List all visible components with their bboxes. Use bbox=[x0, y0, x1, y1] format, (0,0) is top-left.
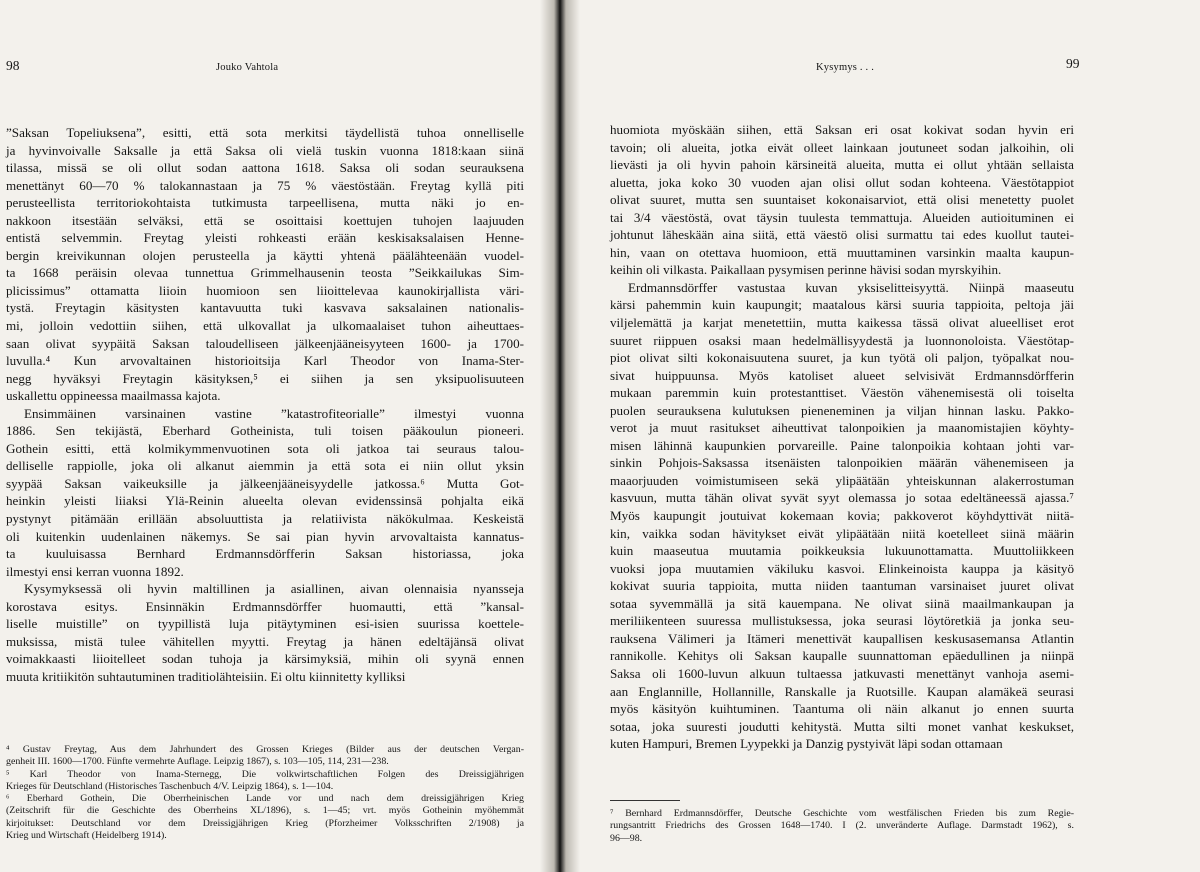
text-line: mukaan paremmin kuin protestanttiset. Väestön vähenemisestä oli toiselta bbox=[610, 385, 1074, 401]
text-line: luvulla.⁴ Kun arvovaltainen historioitsija Karl Theodor von Inama-Ster- bbox=[6, 353, 524, 369]
text-line: nakkoon itsestään selväksi, että se osoittaisi koettujen tuhojen laajuuden bbox=[6, 212, 524, 228]
text-line: 1886. Sen tekijästä, Eberhard Gotheinista, tuli toisen pääkoulun pioneeri. bbox=[6, 423, 524, 439]
text-line: bergin kreivikunnan olojen perusteella ja käytti yhtenä päälähteenään vuodel- bbox=[6, 247, 524, 263]
text-line: muksissa, mistä tulee vähitellen myytti. Freytag ja hänen edeltäjänsä olivat bbox=[6, 633, 524, 649]
text-line: tavoin; oli alueita, jotka eivät olleet lainkaan joutuneet sodan jalkoihin, oli bbox=[610, 139, 1074, 155]
text-line: kuten Hampuri, Bremen Lyypekki ja Danzig pystyivät läpi sodan ottamaan bbox=[610, 736, 1003, 752]
text-line: lievästi ja oli hyvin pahoin kärsineitä alueita, mutta ei ollut yhtään sellaista bbox=[610, 157, 1074, 173]
text-line: puolen seurauksena kulutuksen pieneneminen ja viljan hinnan lasku. Pakko- bbox=[610, 402, 1074, 418]
footnotes bbox=[610, 808, 1074, 845]
text-line: muuta kritiikitön suhtautuminen traditiolähteisiin. Ei oltu kiinnitetty kylliksi bbox=[6, 668, 406, 684]
text-line: vuoksi jopa muutamien väkiluku kasvoi. Elinkeinoista kauppa ja käsityö bbox=[610, 560, 1074, 576]
text-line: Kysymyksessä oli hyvin maltillinen ja asiallinen, aivan olennaisia nyansseja bbox=[24, 581, 524, 597]
footnote-line: ⁶ Eberhard Gothein, Die Oberrheinischen Lande vor und nach dem dreissigjährigen Krieg bbox=[6, 793, 524, 805]
text-line: Saksa oli 1600-luvun alkuun tultaessa jatkuvasti menettänyt vanhoja asemi- bbox=[610, 665, 1074, 681]
footnote-line: 96—98. bbox=[610, 832, 643, 844]
footnotes bbox=[6, 744, 524, 842]
footnote-line: Krieges für Deutschland (Historisches Taschenbuch 4/V. Leipzig 1864), s. 1—104. bbox=[6, 780, 334, 792]
text-line: sotaa, joka suuresti joudutti kehitystä. Mutta silti monet vanhat keskukset, bbox=[610, 718, 1074, 734]
body-text bbox=[610, 121, 1074, 753]
text-line: piot olivat silti kokonaisuutena suuret, ja kun työtä oli paljon, työpalkat nou- bbox=[610, 350, 1074, 366]
footnote-line: genheit III. 1600—1700. Fünfte vermehrte Auflage. Leipzig 1867), s. 103—105, 114, 231—238. bbox=[6, 756, 389, 768]
footnote-line: rungsantritt Friedrichs des Grossen 1648—1740. I (2. unveränderte Auflage. Darmstadt 1962), s. bbox=[610, 820, 1074, 832]
text-line: sotaa syvemmällä ja sitä kauempana. Ne olivat siinä maailmankaupan ja bbox=[610, 595, 1074, 611]
text-line: sivat huippuunsa. Myös katoliset alueet selvisivät Erdmannsdörfferin bbox=[610, 367, 1074, 383]
text-line: sinkin Pohjois-Saksassa itsenäisten talonpoikien määrän vähenemiseen ja bbox=[610, 455, 1074, 471]
footnote-line: ⁴ Gustav Freytag, Aus dem Jahrhundert des Grossen Krieges (Bilder aus der deutschen Vergan- bbox=[6, 744, 524, 755]
text-line: ”Saksan Topeliuksena”, esitti, että sota merkitsi täydellistä tuhoa onnelliselle bbox=[6, 125, 524, 140]
text-line: viljelemättä ja karjat menetettiin, mutta kaikessa tässä olivat alueelliset erot bbox=[610, 315, 1074, 331]
text-line: johtunut läheskään aina siitä, että väestö olisi surmattu tai edes kuollut tautei- bbox=[610, 227, 1074, 243]
text-line: delliselle rappiolle, joka oli alkanut aiemmin ja että sota ei niin ollut yksin bbox=[6, 458, 524, 474]
text-line: hin, vaan on otettava huomioon, että muuttaminen varsinkin maalta kaupun- bbox=[610, 244, 1074, 260]
running-head-author: Jouko Vahtola bbox=[216, 62, 279, 73]
text-line: meriliikenteen suuressa mullistuksessa, joka seurasi löytöretkiä ja jonka seu- bbox=[610, 613, 1074, 629]
text-line: Erdmannsdörffer vastustaa kuvan yksiselitteisyyttä. Niinpä maaseutu bbox=[628, 279, 1074, 295]
footnote-divider bbox=[610, 800, 680, 801]
text-line: tilassa, missä se oli ollut sodan aattona 1618. Saksa oli sodan seurauksena bbox=[6, 160, 524, 176]
text-line: suuret riippuen osaksi maan hedelmällisyydestä ja luonnonoloista. Väestötap- bbox=[610, 332, 1074, 348]
text-line: kasvuun, mutta tähän olivat syvät syyt olemassa jo sotaa edeltäneessä ajassa.⁷ bbox=[610, 490, 1074, 506]
left-page bbox=[0, 0, 558, 872]
text-line: uskallettu oppineessa maailmassa kajota. bbox=[6, 388, 221, 404]
footnote-line: Krieg und Wirtschaft (Heidelberg 1914). bbox=[6, 830, 167, 842]
text-line: tai 3/4 väestöstä, ovat täysin tuulesta temmattuja. Alueiden autioituminen ei bbox=[610, 209, 1074, 225]
text-line: negg hyväksyi Freytagin käsityksen,⁵ ei siihen ja sen yksipuolisuuteen bbox=[6, 370, 524, 386]
running-head-title: Kysymys . . . bbox=[816, 62, 875, 73]
text-line: kin, vaikka sodan hävitykset eivät ylipäätään niitä koetelleet siinä määrin bbox=[610, 525, 1074, 541]
text-line: huomiota myöskään siihen, että Saksan eri osat kokivat sodan hyvin eri bbox=[610, 122, 1074, 137]
text-line: liselle muistille” on tyypillistä luja pitäytyminen esi-isien suurissa koettele- bbox=[6, 616, 524, 632]
text-line: oli kuitenkin uudenlainen näkemys. Se sai pian hyvin arvovaltaista kannatus- bbox=[6, 528, 524, 544]
text-line: kuin maaseutua muutamia poikkeuksia lukuunottamatta. Muuttoliikkeen bbox=[610, 543, 1074, 559]
text-line: verot ja muut rasitukset aiheuttivat talonpoikien ja maanomistajien köyhty- bbox=[610, 420, 1074, 436]
text-line: Ensimmäinen varsinainen vastine ”katastrofiteorialle” ilmestyi vuonna bbox=[24, 405, 524, 421]
text-line: syypää Saksan vaikeuksille ja jälkeenjääneisyydelle jatkossa.⁶ Mutta Got- bbox=[6, 475, 524, 491]
text-line: plicissimus” ottamatta liioin huomioon sen liioittelevaa kaunokirjallista väri- bbox=[6, 282, 524, 298]
text-line: ta kuuluisassa Bernhard Erdmannsdörfferin Saksan historiassa, joka bbox=[6, 546, 524, 562]
text-line: voimakkaasti liioitelleet sodan tuhoja ja kärsimyksiä, mihin oli syynä ennen bbox=[6, 651, 524, 667]
text-line: perusteellista territoriokohtaista tutkimusta tarpeellisena, mutta näki jo en- bbox=[6, 195, 524, 211]
text-line: korostava esitys. Ensinnäkin Erdmannsdörffer huomautti, että ”kansal- bbox=[6, 598, 524, 614]
text-line: ta 1668 peräisin olevaa tunnettua Grimmelhausenin teosta ”Seikkailukas Sim- bbox=[6, 265, 524, 281]
text-line: entistä selvemmin. Freytag yleisti rohkeasti erään keskisaksalaisen Henne- bbox=[6, 230, 524, 246]
text-line: rannikolle. Kehitys oli Saksan kaupalle suunnattoman epäedullinen ja niinpä bbox=[610, 648, 1074, 664]
footnote-line: ⁵ Karl Theodor von Inama-Sternegg, Die volkwirtschaftlichen Folgen des Dreissigjährigen bbox=[6, 768, 524, 780]
text-line: ja hyvinvoivalle Saksalle ja että Saksa oli vielä tuskin vuonna 1818:kaan siinä bbox=[6, 142, 524, 158]
page-number: 99 bbox=[1066, 56, 1080, 71]
text-line: aan Englannille, Hollannille, Ranskalle ja Ruotsille. Kaupan alamäkeä seurasi bbox=[610, 683, 1074, 699]
footnote-line: kirjoitukset: Deutschland vor dem Dreissigjährigen Krieg (Pforzheimer Volksschriften 2/1908) ja bbox=[6, 817, 524, 829]
text-line: kokivat suuria tappioita, mutta niiden taantuman varsinaiset juuret olivat bbox=[610, 578, 1074, 594]
text-line: aluetta, joka koko 30 vuoden ajan olisi ollut sodan kohteena. Väestötappiot bbox=[610, 174, 1074, 190]
text-line: myös käsityön kuihtuminen. Taantuma oli näin alkanut jo ennen suurta bbox=[610, 701, 1074, 717]
text-line: olivat suuret, mutta sen suuntaiset kokonaisarviot, että olisi menetetty puolet bbox=[610, 192, 1074, 208]
text-line: Myös kaupungit joutuivat kokemaan kovia; pakkoverot köyhdyttivät niitä- bbox=[610, 508, 1074, 524]
footnote-line: ⁷ Bernhard Erdmannsdörffer, Deutsche Geschichte vom westfälischen Frieden bis zum Regie- bbox=[610, 808, 1074, 819]
body-text bbox=[6, 124, 524, 686]
book-gutter bbox=[540, 0, 580, 872]
text-line: misen lähinnä kaupunkien porvareille. Paine talonpoikia kohtaan johti var- bbox=[610, 437, 1074, 453]
text-line: rauksena Välimeri ja Itämeri menettivät kaupallisen keskusasemansa Atlantin bbox=[610, 630, 1074, 646]
text-line: ilmestyi ensi kerran vuonna 1892. bbox=[6, 563, 184, 579]
text-line: Gothein esitti, että kolmikymmenvuotinen sota oli jatkoa tai seuraus talou- bbox=[6, 440, 524, 456]
text-line: pystynyt pitämään erillään absoluuttista ja relatiivista näkökulmaa. Keskeistä bbox=[6, 511, 524, 527]
text-line: kärsi pahemmin kuin kaupungit; maatalous kärsi suuria tappioita, peltoja jäi bbox=[610, 297, 1074, 313]
text-line: keihin oli vilkasta. Paikallaan pysymisen perinne hävisi sodan myrskyihin. bbox=[610, 262, 1002, 278]
page-number: 98 bbox=[6, 58, 20, 73]
text-line: heinkin yleisti liiaksi Ylä-Reinin alueelta olevan evidenssinsä pohjalta eikä bbox=[6, 493, 524, 509]
text-line: saan olivat syypäitä Saksan taloudelliseen jälkeenjääneisyyteen 1600- ja 1700- bbox=[6, 335, 524, 351]
text-line: menettänyt 60—70 % talokannastaan ja 75 % väestöstään. Freytag kyllä piti bbox=[6, 177, 524, 193]
footnote-line: (Zeitschrift für die Geschichte des Oberrheins XL/1896), s. 1—45; vrt. myös Gotheinin myöhemmät bbox=[6, 805, 524, 817]
text-line: tystä. Freytagin käsitysten kantavuutta tuki kasvava saksalainen nationalis- bbox=[6, 300, 524, 316]
right-page bbox=[566, 0, 1200, 872]
text-line: mi, jolloin vedottiin siihen, että ulkovallat ja ulkomaalaiset tuhon aiheuttaes- bbox=[6, 318, 524, 334]
text-line: maaorjuuden voimistumiseen sekä ylipäätään yhteiskunnan alakerrostuman bbox=[610, 472, 1074, 488]
